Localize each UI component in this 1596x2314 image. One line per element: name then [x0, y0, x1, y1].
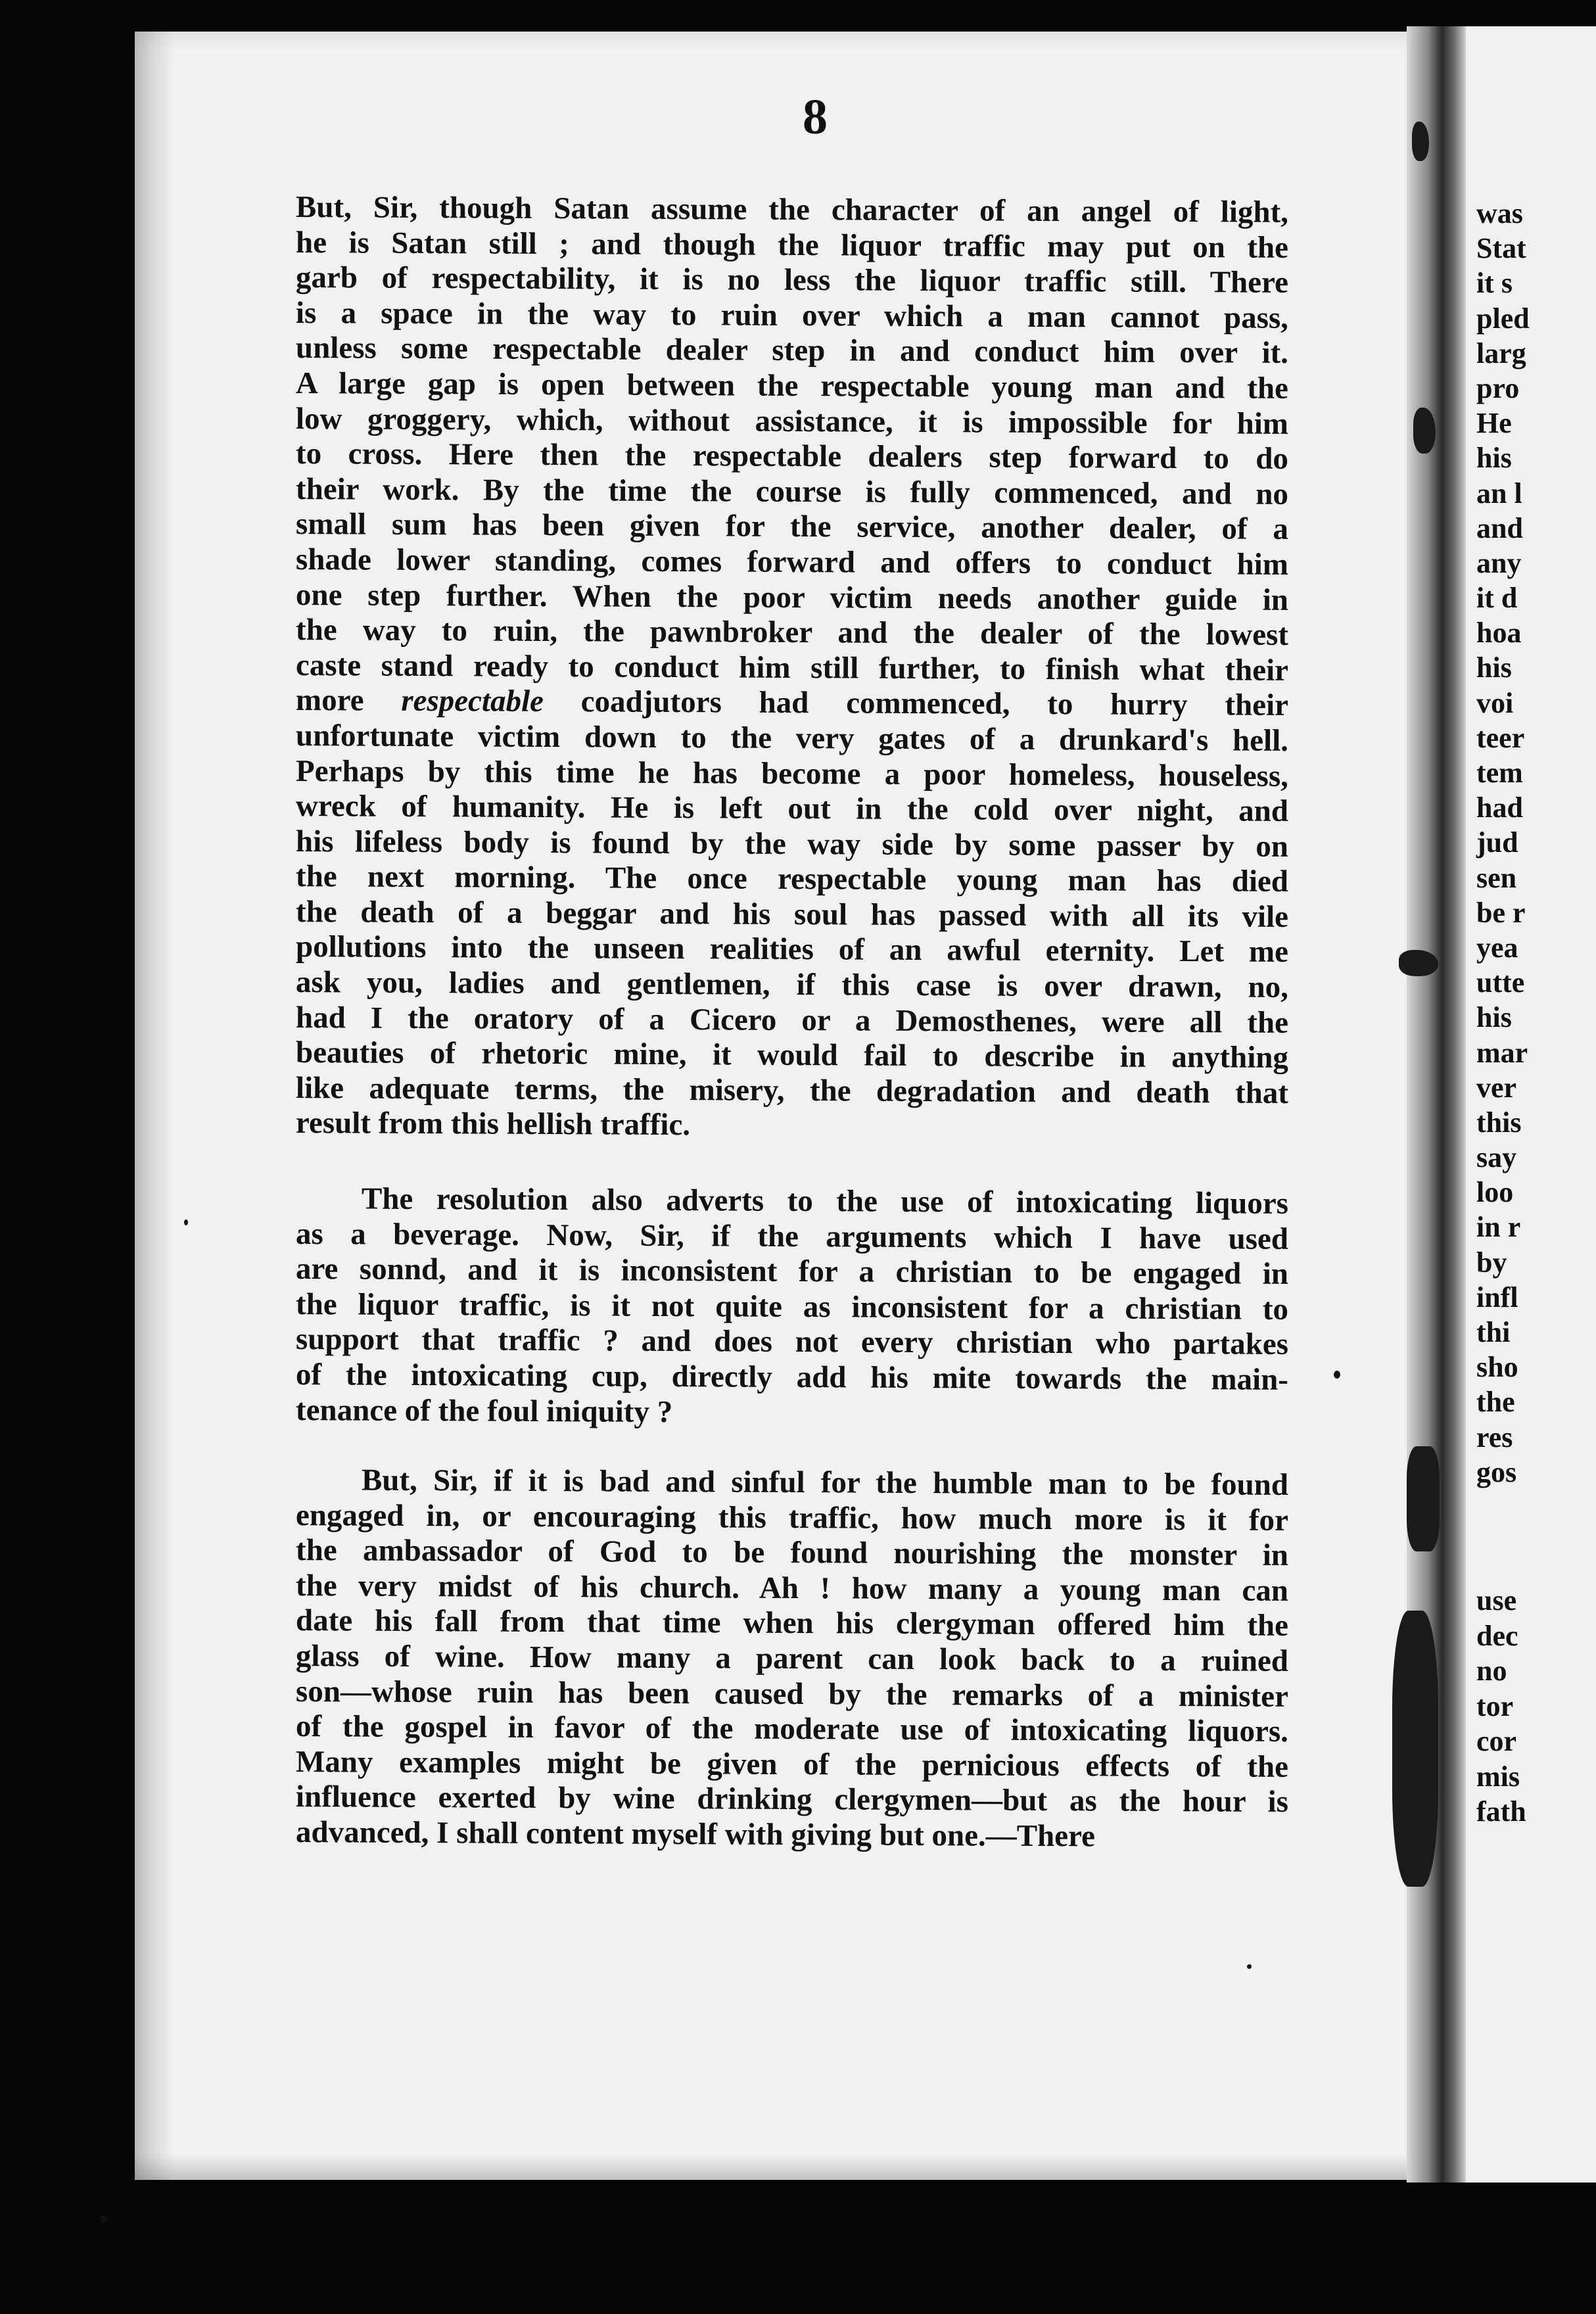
- facing-page-word-fragment: it d: [1476, 582, 1518, 615]
- facing-page-column-top: [1476, 196, 1596, 1490]
- facing-page-word-fragment: had: [1476, 791, 1523, 824]
- facing-page-word-fragment: any: [1476, 546, 1522, 579]
- text-line: But, Sir, though Satan assume the character of an angel of light,: [295, 190, 1289, 229]
- text-line: But, Sir, if it is bad and sinful for the humble man to be found: [361, 1463, 1289, 1502]
- ink-speck: [1334, 1371, 1340, 1379]
- facing-page-word-fragment: his: [1476, 442, 1512, 475]
- text-line: he is Satan still ; and though the liquor traffic may put on the: [295, 225, 1289, 265]
- text-line: A large gap is open between the respectable young man and the: [295, 366, 1289, 406]
- facing-page-word-fragment: pro: [1476, 371, 1520, 404]
- facing-page-word-fragment: sho: [1476, 1351, 1518, 1384]
- text-line: more respectable coadjutors had commenced, to hurry their: [295, 683, 1289, 723]
- text-line: caste stand ready to conduct him still further, to finish what their: [295, 648, 1289, 688]
- text-line: low groggery, which, without assistance, it is impossible for him: [295, 401, 1289, 441]
- facing-page-word-fragment: yea: [1476, 931, 1518, 964]
- facing-page-word-fragment: fath: [1476, 1795, 1526, 1828]
- text-line: The resolution also adverts to the use of intoxicating liquors: [361, 1181, 1289, 1221]
- text-line: result from this hellish traffic.: [295, 1106, 691, 1143]
- text-line: unless some respectable dealer step in and conduct him over it.: [295, 331, 1289, 371]
- facing-page-word-fragment: by: [1476, 1246, 1507, 1279]
- facing-page-word-fragment: this: [1476, 1106, 1522, 1139]
- facing-page-word-fragment: He: [1476, 407, 1512, 440]
- text-line: the next morning. The once respectable young man has died: [295, 859, 1289, 899]
- facing-page-word-fragment: use: [1476, 1584, 1517, 1617]
- text-line: small sum has been given for the service, another dealer, of a: [295, 507, 1289, 547]
- text-line: engaged in, or encouraging this traffic, how much more is it for: [295, 1498, 1289, 1538]
- facing-page-word-fragment: and: [1476, 511, 1523, 544]
- ink-speck: [1247, 1964, 1252, 1969]
- facing-page-word-fragment: cor: [1476, 1725, 1517, 1757]
- facing-page-word-fragment: an l: [1476, 477, 1522, 509]
- facing-page-word-fragment: his: [1476, 1001, 1512, 1034]
- binding-tear-mark: [1399, 950, 1438, 976]
- text-line: as a beverage. Now, Sir, if the arguments which I have used: [295, 1216, 1289, 1256]
- text-line: the ambassador of God to be found nourishing the monster in: [295, 1533, 1289, 1573]
- text-line: Perhaps by this time he has become a poor homeless, houseless,: [295, 753, 1289, 793]
- text-line: pollutions into the unseen realities of an awful eternity. Let me: [295, 930, 1289, 970]
- text-line: advanced, I shall content myself with giving but one.—There: [295, 1814, 1096, 1854]
- facing-page-word-fragment: teer: [1476, 721, 1525, 754]
- page-number: 8: [803, 89, 828, 145]
- facing-page-word-fragment: larg: [1476, 337, 1526, 369]
- page-bottom-shadow: [135, 2154, 1443, 2180]
- facing-page-fragment: [1466, 26, 1596, 2183]
- text-line: had I the oratory of a Cicero or a Demosthenes, were all the: [295, 1000, 1289, 1040]
- text-line: beauties of rhetoric mine, it would fail to describe in anything: [295, 1035, 1289, 1075]
- facing-page-word-fragment: hoa: [1476, 617, 1522, 649]
- text-line: wreck of humanity. He is left out in the cold over night, and: [295, 789, 1289, 828]
- binding-tear-mark: [1407, 1446, 1440, 1551]
- facing-page-word-fragment: Stat: [1476, 232, 1526, 265]
- facing-page-word-fragment: sen: [1476, 861, 1517, 894]
- text-line: support that traffic ? and does not every christian who partakes: [295, 1322, 1289, 1362]
- facing-page-word-fragment: thi: [1476, 1316, 1511, 1348]
- facing-page-word-fragment: tem: [1476, 757, 1523, 789]
- text-line: the way to ruin, the pawnbroker and the dealer of the lowest: [295, 613, 1289, 653]
- text-line: the very midst of his church. Ah ! how many a young man can: [295, 1568, 1289, 1608]
- text-line: Many examples might be given of the pernicious effects of the: [295, 1744, 1289, 1784]
- text-line: shade lower standing, comes forward and offers to conduct him: [295, 542, 1289, 582]
- facing-page-word-fragment: mis: [1476, 1760, 1520, 1793]
- text-line: one step further. When the poor victim needs another guide in: [295, 577, 1289, 617]
- text-line: unfortunate victim down to the very gates of a drunkard's hell.: [295, 718, 1289, 758]
- text-line: to cross. Here then the respectable dealers step forward to do: [295, 437, 1289, 477]
- binding-tear-mark: [1392, 1611, 1438, 1887]
- ink-speck: [184, 1219, 188, 1225]
- facing-page-word-fragment: gos: [1476, 1455, 1517, 1488]
- facing-page-word-fragment: his: [1476, 651, 1512, 684]
- ink-speck: [100, 2215, 106, 2223]
- facing-page-word-fragment: say: [1476, 1141, 1517, 1174]
- paragraph-clergymen: [295, 1463, 1289, 1854]
- facing-page-word-fragment: mar: [1476, 1036, 1528, 1069]
- text-line: the liquor traffic, is it not quite as inconsistent for a christian to: [295, 1287, 1289, 1327]
- facing-page-word-fragment: tor: [1476, 1689, 1514, 1722]
- text-line: of the gospel in favor of the moderate use of intoxicating liquors.: [295, 1709, 1289, 1749]
- facing-page-word-fragment: res: [1476, 1421, 1513, 1453]
- text-line: of the intoxicating cup, directly add his mite towards the main-: [295, 1357, 1289, 1397]
- text-line: son—whose ruin has been caused by the remarks of a minister: [295, 1674, 1289, 1714]
- text-line: tenance of the foul iniquity ?: [295, 1392, 673, 1429]
- facing-page-word-fragment: infl: [1476, 1281, 1518, 1313]
- facing-page-word-fragment: dec: [1476, 1619, 1518, 1652]
- facing-page-word-fragment: be r: [1476, 896, 1526, 929]
- facing-page-word-fragment: utte: [1476, 966, 1525, 999]
- text-line: influence exerted by wine drinking clergymen—but as the hour is: [295, 1780, 1289, 1820]
- facing-page-word-fragment: pled: [1476, 302, 1530, 335]
- text-line: their work. By the time the course is fully commenced, and no: [295, 471, 1289, 511]
- facing-page-word-fragment: ver: [1476, 1071, 1517, 1104]
- paragraph-beverage-use: [296, 1181, 1288, 1428]
- facing-page-column-bottom: [1476, 1583, 1596, 1830]
- text-line: is a space in the way to ruin over which a man cannot pass,: [295, 295, 1289, 335]
- facing-page-word-fragment: voi: [1476, 686, 1514, 719]
- facing-page-word-fragment: in r: [1476, 1211, 1521, 1244]
- text-line: his lifeless body is found by the way side by some passer by on: [295, 824, 1289, 864]
- facing-page-word-fragment: no: [1476, 1655, 1507, 1687]
- page-edge-shadow: [135, 32, 174, 2180]
- text-line: glass of wine. How many a parent can look back to a ruined: [295, 1638, 1289, 1678]
- text-line: the death of a beggar and his soul has passed with all its vile: [295, 894, 1289, 934]
- text-line: are sonnd, and it is inconsistent for a christian to be engaged in: [295, 1252, 1289, 1292]
- facing-page-word-fragment: was: [1476, 197, 1523, 229]
- facing-page-word-fragment: the: [1476, 1386, 1515, 1419]
- text-line: garb of respectability, it is no less the liquor traffic still. There: [295, 260, 1289, 300]
- paragraph-satan-analogy: [296, 190, 1288, 1141]
- facing-page-word-fragment: it s: [1476, 267, 1513, 300]
- text-line: like adequate terms, the misery, the degradation and death that: [295, 1070, 1289, 1110]
- text-line: ask you, ladies and gentlemen, if this case is over drawn, no,: [295, 965, 1289, 1004]
- text-line: date his fall from that time when his clergyman offered him the: [295, 1603, 1289, 1643]
- facing-page-word-fragment: jud: [1476, 826, 1518, 859]
- facing-page-word-fragment: loo: [1476, 1176, 1514, 1209]
